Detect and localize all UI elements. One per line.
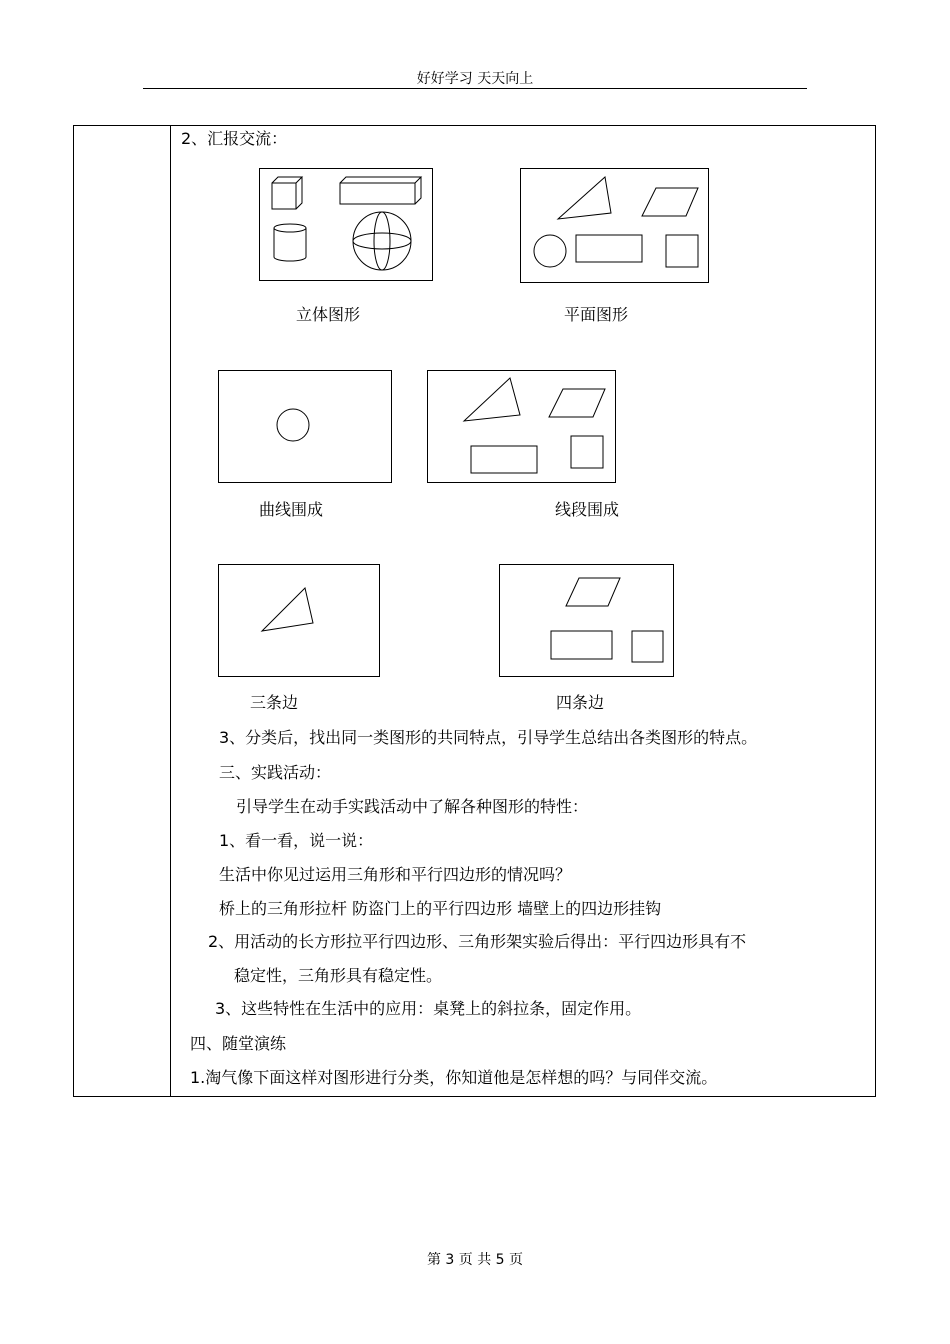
- plane-shapes-box: [520, 168, 709, 283]
- practice-title: 三、实践活动：: [219, 763, 332, 782]
- four-sides-drawing: [500, 565, 675, 678]
- square-icon: [632, 631, 663, 662]
- cube-icon: [272, 177, 302, 209]
- examples-text: 桥上的三角形拉杆 防盗门上的平行四边形 墙壁上的四边形挂钩: [219, 899, 662, 918]
- header-rule: [143, 88, 807, 89]
- page-header: 好好学习 天天向上: [416, 71, 534, 87]
- plane-shapes-drawing: [521, 169, 710, 284]
- sphere-icon: [353, 212, 411, 270]
- segment-shapes-box: [427, 370, 616, 483]
- rectangle-icon: [551, 631, 612, 659]
- step3-text: 3、分类后，找出同一类图形的共同特点，引导学生总结出各类图形的特点。: [219, 728, 758, 747]
- four-sides-box: [499, 564, 674, 677]
- triangle-icon: [464, 378, 520, 421]
- square-icon: [571, 436, 603, 468]
- practice-intro: 引导学生在动手实践活动中了解各种图形的特性：: [236, 797, 589, 816]
- parallelogram-icon: [566, 578, 620, 606]
- parallelogram-icon: [549, 389, 605, 417]
- caption-plane: 平面图形: [564, 305, 629, 324]
- curve-shapes-drawing: [219, 371, 393, 484]
- cuboid-icon: [340, 177, 421, 204]
- look-say-text: 1、看一看，说一说：: [219, 831, 374, 850]
- exercise-title: 四、随堂演练: [190, 1034, 287, 1053]
- square-icon: [666, 235, 698, 267]
- circle-icon: [534, 235, 566, 267]
- segment-shapes-drawing: [428, 371, 617, 484]
- parallelogram-icon: [642, 188, 698, 216]
- caption-segment: 线段围成: [555, 500, 620, 519]
- report-heading: 2、汇报交流：: [181, 129, 288, 148]
- experiment-line1: 2、用活动的长方形拉平行四边形、三角形架实验后得出：平行四边形具有不: [208, 932, 747, 951]
- solid-shapes-drawing: [260, 169, 434, 282]
- circle-icon: [277, 409, 309, 441]
- page-footer: 第 3 页 共 5 页: [426, 1252, 524, 1268]
- question-text: 生活中你见过运用三角形和平行四边形的情况吗？: [219, 865, 572, 884]
- three-sides-drawing: [219, 565, 381, 678]
- application-text: 3、这些特性在生活中的应用：桌凳上的斜拉条，固定作用。: [215, 999, 642, 1018]
- curve-shapes-box: [218, 370, 392, 483]
- experiment-line2: 稳定性，三角形具有稳定性。: [234, 966, 443, 985]
- rectangle-icon: [576, 235, 642, 262]
- table-column-divider: [170, 125, 171, 1097]
- caption-three-sides: 三条边: [250, 693, 299, 712]
- solid-shapes-box: [259, 168, 433, 281]
- caption-curve: 曲线围成: [259, 500, 324, 519]
- triangle-icon: [558, 177, 611, 219]
- caption-four-sides: 四条边: [556, 693, 605, 712]
- cylinder-icon: [274, 224, 306, 261]
- three-sides-box: [218, 564, 380, 677]
- rectangle-icon: [471, 446, 537, 473]
- exercise-question: 1.淘气像下面这样对图形进行分类，你知道他是怎样想的吗？与同伴交流。: [190, 1068, 718, 1087]
- triangle-icon: [262, 588, 313, 631]
- caption-solid: 立体图形: [296, 305, 361, 324]
